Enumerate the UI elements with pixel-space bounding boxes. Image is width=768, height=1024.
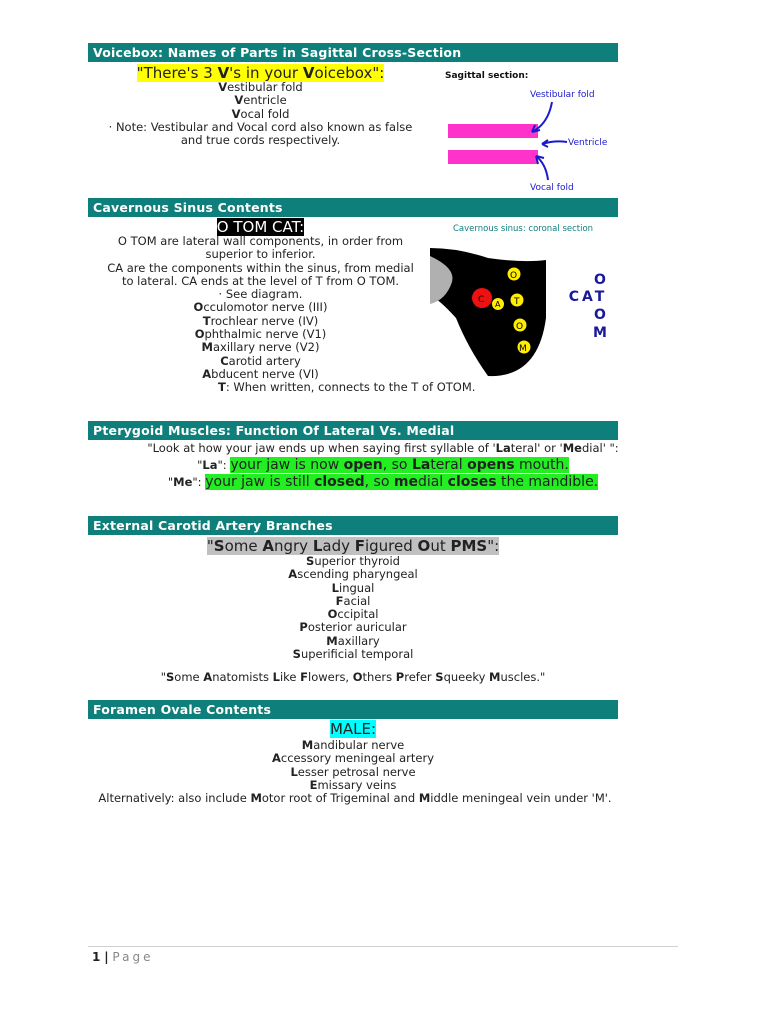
list-item: Emissary veins bbox=[309, 777, 397, 792]
list-item: Vocal fold bbox=[231, 106, 290, 121]
sinus-desc-line: · See diagram. bbox=[218, 287, 303, 302]
list-item: Maxillary bbox=[326, 633, 380, 648]
voicebox-header: Voicebox: Names of Parts in Sagittal Cross-Section bbox=[88, 43, 618, 62]
pterygoid-me-row: "Me": your jaw is still closed, so medial closes the mandible. bbox=[167, 474, 599, 490]
list-item: Carotid artery bbox=[220, 353, 301, 368]
sagittal-diagram bbox=[440, 64, 620, 196]
sinus-diagram-title: Cavernous sinus: coronal section bbox=[453, 224, 594, 234]
trochlear-letter: T bbox=[514, 297, 520, 307]
list-item: Abducent nerve (VI) bbox=[202, 366, 319, 381]
pterygoid-la-row: "La": your jaw is now open, so Lateral opens mouth. bbox=[197, 457, 569, 473]
sinus-desc-line: CA are the components within the sinus, from medial bbox=[107, 260, 414, 275]
list-item: Superior thyroid bbox=[306, 554, 400, 568]
list-item: Vestibular fold bbox=[218, 80, 303, 94]
list-item: Accessory meningeal artery bbox=[271, 751, 435, 766]
page-separator: | bbox=[104, 950, 109, 964]
list-item: Ascending pharyngeal bbox=[288, 567, 418, 582]
vocal-fold-shape bbox=[448, 150, 538, 164]
carotid-list bbox=[88, 555, 618, 661]
vocal-fold-label: Vocal fold bbox=[530, 183, 574, 193]
abducent-letter: A bbox=[495, 300, 501, 309]
carotid-header: External Carotid Artery Branches bbox=[88, 516, 618, 535]
list-item: Posterior auricular bbox=[299, 620, 407, 635]
voicebox-list bbox=[88, 81, 433, 147]
sinus-header: Cavernous Sinus Contents bbox=[88, 198, 618, 217]
sagittal-title: Sagittal section: bbox=[445, 71, 529, 81]
carotid-letter: C bbox=[478, 295, 485, 305]
cavernous-sinus-diagram bbox=[428, 218, 618, 383]
page-number: 1 bbox=[92, 950, 101, 964]
footer-rule bbox=[88, 946, 678, 947]
list-item: Maxillary nerve (V2) bbox=[201, 340, 320, 355]
ventricle-label: Ventricle bbox=[568, 138, 608, 148]
sinus-desc-line: superior to inferior. bbox=[205, 247, 316, 262]
side-letter-m: M bbox=[593, 325, 607, 341]
voicebox-note-1: · Note: Vestibular and Vocal cord also known as false bbox=[108, 119, 413, 134]
list-item: Trochlear nerve (IV) bbox=[202, 313, 319, 328]
oculomotor-letter: O bbox=[510, 271, 518, 281]
page-footer bbox=[92, 950, 153, 964]
ovale-mnemonic-text: MALE: bbox=[329, 720, 377, 738]
carotid-alt-mnemonic: "Some Anatomists Like Flowers, Others Prefer Squeeky Muscles." bbox=[160, 670, 546, 684]
side-letter-o: O bbox=[594, 272, 606, 288]
side-letter-o2: O bbox=[594, 307, 606, 323]
list-item: Ventricle bbox=[234, 93, 287, 108]
list-item: Lesser petrosal nerve bbox=[290, 764, 416, 779]
list-item: Lingual bbox=[331, 580, 375, 595]
voicebox-mnemonic-text: "There's 3 V's in your Voicebox": bbox=[136, 64, 385, 82]
sinus-list bbox=[88, 234, 476, 395]
ovale-list bbox=[88, 739, 618, 792]
pterygoid-intro: "Look at how your jaw ends up when saying first syllable of 'Lateral' or 'Medial' ": bbox=[147, 441, 619, 455]
carotid-mnemonic-text: "Some Angry Lady Figured Out PMS": bbox=[206, 537, 500, 555]
sinus-mnemonic-text: O TOM CAT: bbox=[216, 218, 305, 236]
ovale-header: Foramen Ovale Contents bbox=[88, 700, 618, 719]
la-highlight: your jaw is now open, so Lateral opens mouth. bbox=[230, 457, 569, 473]
ovale-mnemonic bbox=[88, 720, 618, 738]
sinus-desc-line: to lateral. CA ends at the level of T from O TOM. bbox=[121, 273, 400, 288]
vestibular-label: Vestibular fold bbox=[530, 90, 595, 100]
page-word: Page bbox=[112, 950, 154, 964]
pterygoid-header: Pterygoid Muscles: Function Of Lateral Vs. Medial bbox=[88, 421, 618, 440]
carotid-mnemonic bbox=[88, 537, 618, 555]
sinus-shape bbox=[430, 248, 546, 376]
list-item: Facial bbox=[335, 593, 371, 608]
maxillary-letter: M bbox=[519, 344, 527, 354]
ophthalmic-letter: O bbox=[516, 322, 524, 332]
voicebox-note-2: and true cords respectively. bbox=[180, 133, 341, 148]
me-highlight: your jaw is still closed, so medial closes the mandible. bbox=[205, 474, 599, 490]
vestibular-fold-shape bbox=[448, 124, 538, 138]
list-item: Ophthalmic nerve (V1) bbox=[194, 327, 327, 342]
list-item: Occipital bbox=[327, 607, 379, 622]
list-item: T: When written, connects to the T of OTOM. bbox=[218, 380, 476, 395]
list-item: Superificial temporal bbox=[292, 647, 414, 662]
ovale-alt: Alternatively: also include Motor root of Trigeminal and Middle meningeal vein under 'M'. bbox=[98, 791, 612, 805]
list-item: Mandibular nerve bbox=[301, 738, 405, 752]
side-letters-cat: CAT bbox=[568, 289, 608, 305]
sinus-desc-line: O TOM are lateral wall components, in order from bbox=[117, 234, 404, 248]
list-item: Occulomotor nerve (III) bbox=[193, 300, 328, 315]
